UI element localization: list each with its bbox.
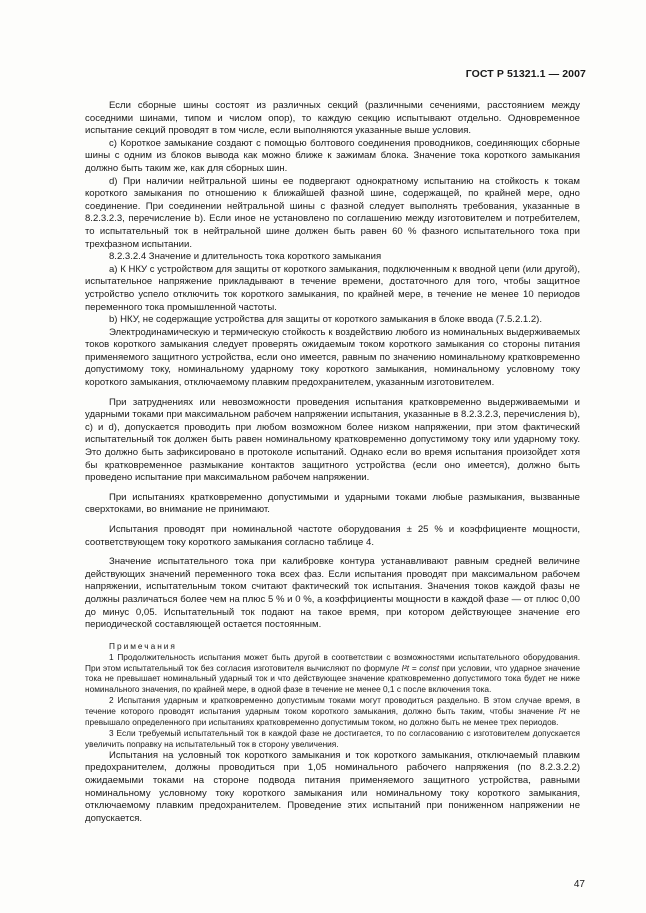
note-2-formula: I²t [558,706,566,717]
note-1-formula: I²t = const [401,662,440,673]
note-3: 3 Если требуемый испытательный ток в каждой фазе не достигается, то по согласованию с изготовителем допускается увеличить поправку на испытательный ток в сторону увеличения. [85,728,580,749]
page-number: 47 [573,879,585,890]
paragraph-item-b: b) НКУ, не содержащие устройства для защиты от короткого замыкания в блоке ввода (7.5.2.1.2). [109,314,543,326]
notes-heading: Примечания [109,640,177,651]
paragraph-test-current: Значение испытательного тока при калибровке контура устанавливают равным средней величине действующих значений переменного тока всех фаз. Если испытания проводят при максимальном рабочем напряжении, испытательным током считают фактический ток испытания. Значения токов каждой фазы не должны различаться более чем на плюс 5 % и 0 %, а коэффициенты мощности в каждой фазе — от плюс 0,00 до минус 0,05. Испытательный ток подают на такое время, при котором действующее значение его периодической составляющей остается постоянным. [85,556,580,631]
section-heading: 8.2.3.2.4 Значение и длительность тока короткого замыкания [109,251,382,263]
paragraph-item-d: d) При наличии нейтральной шины ее подвергают однократному испытанию на стойкость к токам короткого замыкания по отношению к ближайшей фазной шине, содержащей, по крайней мере, одно соединение. При соединении нейтральной шины с фазной следует выполнять требования, указанные в 8.2.3.2.3, перечисление b). Если иное не установлено по соглашению между изготовителем и потребителем, то испытательный ток в нейтральной шине должен быть равен 60 % фазного испытательного тока при трехфазном испытании. [85,175,580,250]
paragraph-item-c: с) Короткое замыкание создают с помощью болтового соединения проводников, соединяющих сборные шины с одним из блоков вывода как можно ближе к зажимам блока. Значение тока короткого замыкания должно быть таким же, как для сборных шин. [85,137,580,174]
paragraph-sections: Если сборные шины состоят из различных секций (различными сечениями, расстоянием между соседними шинами, типом и числом опор), то каждую секцию испытывают отдельно. Одновременное испытание секций проводят в том числе, если выполняются указанные выше условия. [85,100,580,137]
note-2-text-a: 2 Испытания ударным и кратковременно допустимым токами могут проводиться раздельно. В этом случае время, в течение которого проводят испытания ударным током короткого замыкания, должно быть таким, чтобы значение [85,695,580,717]
paragraph-conditional-current: Испытания на условный ток короткого замыкания и ток короткого замыкания, отключаемый плавким предохранителем, должны проводиться при 1,05 номинального рабочего напряжения (по 8.2.3.2.2) ожидаемыми токами на стороне подвода питания применяемого защитного устройства, равными номинальному условному току короткого замыкания или номинальному току короткого замыкания, отключаемому плавким предохранителем. Проведение этих испытаний при пониженном напряжении не допускается. [85,749,580,824]
paragraph-difficulties: При затруднениях или невозможности проведения испытания кратковременно выдерживаемыми и ударными токами при максимальном рабочем напряжении испытания, указанные в 8.2.3.2.3, перечисления b), с) и d), допускается проводить при любом возможном более низком напряжении, при этом фактический испытательный ток должен быть равен номинальному кратковременно допустимому току или ударному току. Это должно быть зафиксировано в протоколе испытаний. Однако если во время испытания произойдет хотя бы кратковременное размыкание контактов защитного устройства (если оно имеется), должно быть проведено испытание при максимальном рабочем напряжении. [85,396,580,484]
paragraph-electrodynamic: Электродинамическую и термическую стойкость к воздействию любого из номинальных выдерживаемых токов короткого замыкания следует проверять ожидаемым током короткого замыкания со стороны питания применяемого защитного устройства, если оно имеется, равным по значению номинальному кратковременно допустимому току, номинальному ударному току короткого замыкания, номинальному условному току короткого замыкания, отключаемому плавким предохранителем, указанным изготовителем. [85,326,580,389]
note-2-text-b: не превышало определенного при испытаниях кратковременно допустимым током, но должно быть не менее трех периодов. [85,706,580,728]
document-header: ГОСТ Р 51321.1 — 2007 [465,68,586,80]
paragraph-item-a: а) К НКУ с устройством для защиты от короткого замыкания, подключенным к вводной цепи (или другой), испытательное напряжение прикладывают в течение времени, достаточного для того, чтобы защитное устройство успело отключить ток короткого замыкания, по крайней мере, в течение не менее 10 периодов переменного тока промышленной частоты. [85,263,580,313]
note-1-text-b: при условии, что ударное значение тока не превышает номинальный ударный ток и что действующее значение кратковременно допустимого тока будет не ниже номинального значения, по крайней мере, в одной фазе в течение не менее 0,1 с после включения тока. [85,662,580,695]
paragraph-overcurrent: При испытаниях кратковременно допустимыми и ударными токами любые размыкания, вызванные сверхтоками, во внимание не принимают. [85,491,580,516]
note-1 [85,652,580,696]
paragraph-frequency: Испытания проводят при номинальной частоте оборудования ± 25 % и коэффициенте мощности, соответствующем току короткого замыкания согласно таблице 4. [85,524,580,548]
page-body [85,100,580,825]
note-1-text-a: 1 Продолжительность испытания может быть другой в соответствии с возможностями испытательного оборудования. При этом испытательный ток без согласия изготовителя вычисляют по формуле [85,651,580,673]
notes-block [85,641,580,750]
note-2 [85,695,580,728]
